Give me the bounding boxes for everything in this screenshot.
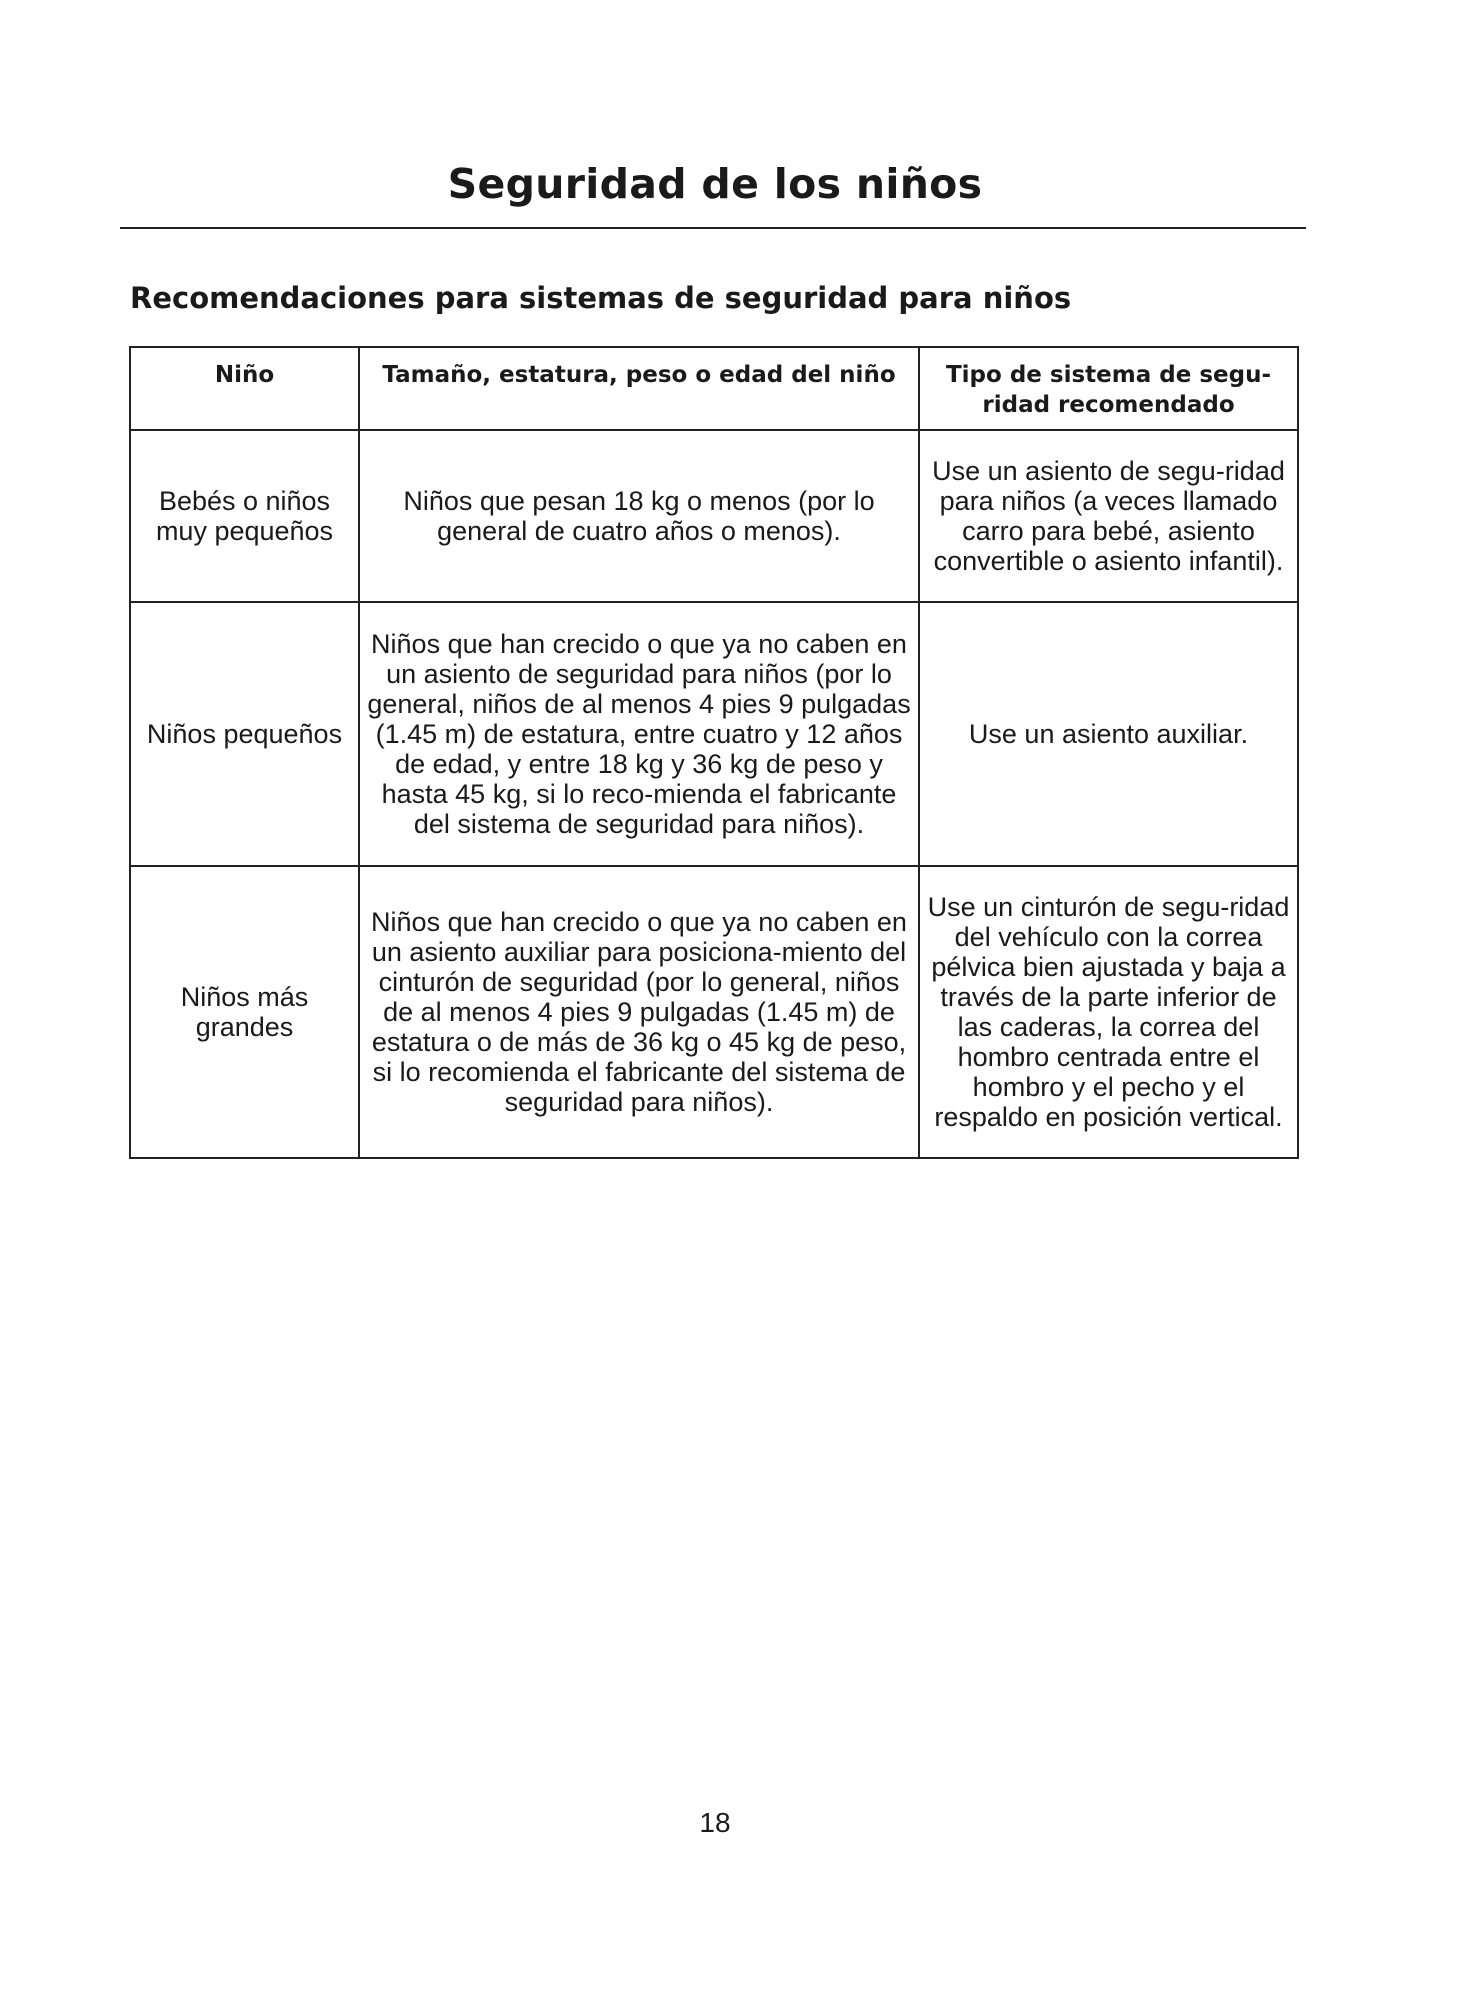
header-type: Tipo de sistema de segu-ridad recomendado — [919, 347, 1298, 430]
cell-size: Niños que han crecido o que ya no caben en un asiento auxiliar para posiciona-miento del cinturón de seguridad (por lo general, niños de al menos 4 pies 9 pulgadas (1.45 m) de estatura o de más de 36 kg o 45 kg de peso, si lo recomienda el fabricante del sistema de seguridad para niños). — [359, 866, 919, 1158]
cell-type: Use un asiento auxiliar. — [919, 602, 1298, 866]
cell-child: Niños pequeños — [130, 602, 359, 866]
cell-child: Niños más grandes — [130, 866, 359, 1158]
cell-type: Use un cinturón de segu-ridad del vehículo con la correa pélvica bien ajustada y baja a través de la parte inferior de las caderas, la correa del hombro centrada entre el hombro y el pecho y el respaldo en posición vertical. — [919, 866, 1298, 1158]
cell-child: Bebés o niños muy pequeños — [130, 430, 359, 602]
cell-type: Use un asiento de segu-ridad para niños (a veces llamado carro para bebé, asiento convertible o asiento infantil). — [919, 430, 1298, 602]
table-row — [130, 430, 1298, 602]
section-heading: Recomendaciones para sistemas de seguridad para niños — [130, 281, 1072, 315]
cell-size: Niños que pesan 18 kg o menos (por lo general de cuatro años o menos). — [359, 430, 919, 602]
header-size: Tamaño, estatura, peso o edad del niño — [359, 347, 919, 430]
page-number: 18 — [699, 1807, 731, 1838]
title-divider — [120, 227, 1306, 229]
header-child: Niño — [130, 347, 359, 430]
cell-size: Niños que han crecido o que ya no caben en un asiento de seguridad para niños (por lo general, niños de al menos 4 pies 9 pulgadas (1.45 m) de estatura, entre cuatro y 12 años de edad, y entre 18 kg y 36 kg de peso y hasta 45 kg, si lo reco-mienda el fabricante del sistema de seguridad para niños). — [359, 602, 919, 866]
table-row — [130, 602, 1298, 866]
child-restraint-recommendations-table — [129, 346, 1299, 1159]
table-row — [130, 866, 1298, 1158]
page-title: Seguridad de los niños — [447, 160, 983, 208]
table-header-row — [130, 347, 1298, 430]
